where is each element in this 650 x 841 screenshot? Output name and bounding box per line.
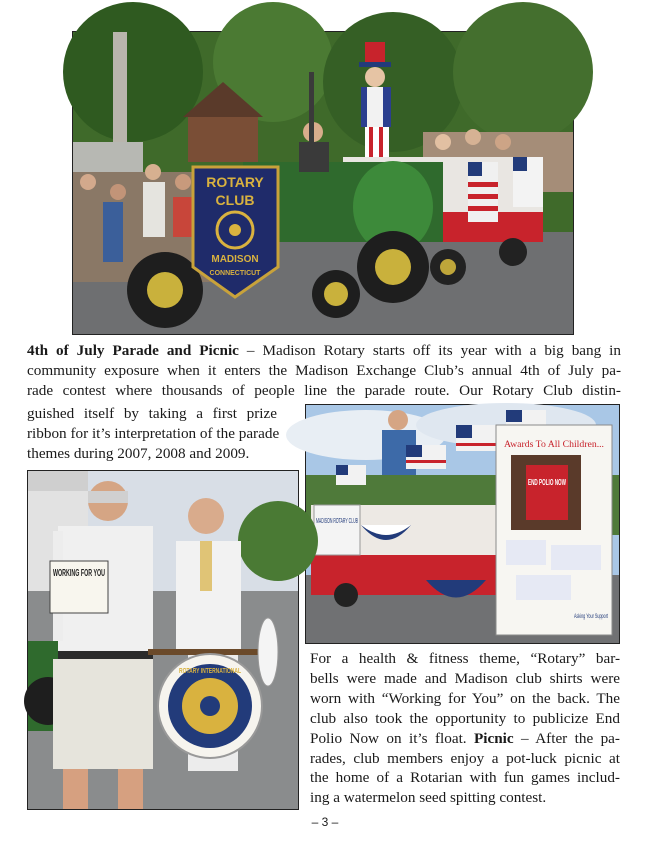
picnic-heading: Picnic (473, 729, 514, 747)
intro-paragraph (27, 341, 621, 401)
asking-support-label: Asking Your Support (574, 614, 609, 620)
intro-line-4: guished itself by taking a first prize (27, 405, 277, 422)
barbell-caption (310, 649, 620, 808)
intro-line-3: rade contest where thousands of people line the parade route. Our Rotary Club distin- (27, 381, 621, 399)
article-title: 4th of July Parade and Picnic (27, 342, 239, 359)
float-sign-label: Awards To All Children... (504, 439, 604, 449)
banner-club: CLUB (215, 192, 255, 208)
page-number: – 3 – (311, 815, 339, 829)
intro-line-2: community exposure when it enters the Madison Exchange Club’s annual 4th of July pa- (27, 361, 621, 379)
caption-line-6: rades, club members enjoy a pot-luck picnic at (310, 749, 620, 767)
intro-line-6: themes during 2007, 2008 and 2009. (27, 444, 250, 462)
caption-line-4: club also took the opportunity to publicize End (310, 709, 620, 727)
rotarians-barbell-photo (27, 470, 299, 810)
parade-tractor-photo (72, 31, 574, 335)
intro-line-1: 4th of July Parade and Picnic – Madison Rotary starts off its year with a big bang in (27, 342, 621, 359)
barbell-label: ROTARY INTERNATIONAL (179, 668, 242, 675)
caption-line-7: the home of a Rotarian with fun games includ- (310, 769, 620, 787)
parade-float-illustration (306, 405, 619, 643)
end-polio-label: END POLIO NOW (528, 478, 567, 487)
float-side-label: MADISON ROTARY CLUB (316, 518, 359, 525)
caption-line-8: ing a watermelon seed spitting contest. (310, 789, 547, 807)
caption-line-3: worn with “Working for You” on the back. The (310, 689, 620, 707)
caption-line-2: bells were made and Madison club shirts were (310, 669, 620, 687)
banner-madison: MADISON (211, 254, 259, 265)
intro-paragraph-continued (27, 404, 280, 464)
intro-line-5: ribbon for it’s interpretation of the parade (27, 424, 280, 442)
caption-line-1: For a health & fitness theme, “Rotary” bar- (310, 650, 620, 667)
caption-line-5: Polio Now on it’s float. Picnic – After the pa- (310, 729, 620, 747)
rotarians-barbell-illustration (28, 471, 298, 809)
banner-rotary: ROTARY (206, 174, 264, 190)
banner-connecticut: CONNECTICUT (209, 270, 261, 277)
shirt-label: WORKING FOR YOU (53, 568, 105, 579)
parade-float-photo (305, 404, 620, 644)
parade-tractor-illustration (73, 32, 573, 334)
